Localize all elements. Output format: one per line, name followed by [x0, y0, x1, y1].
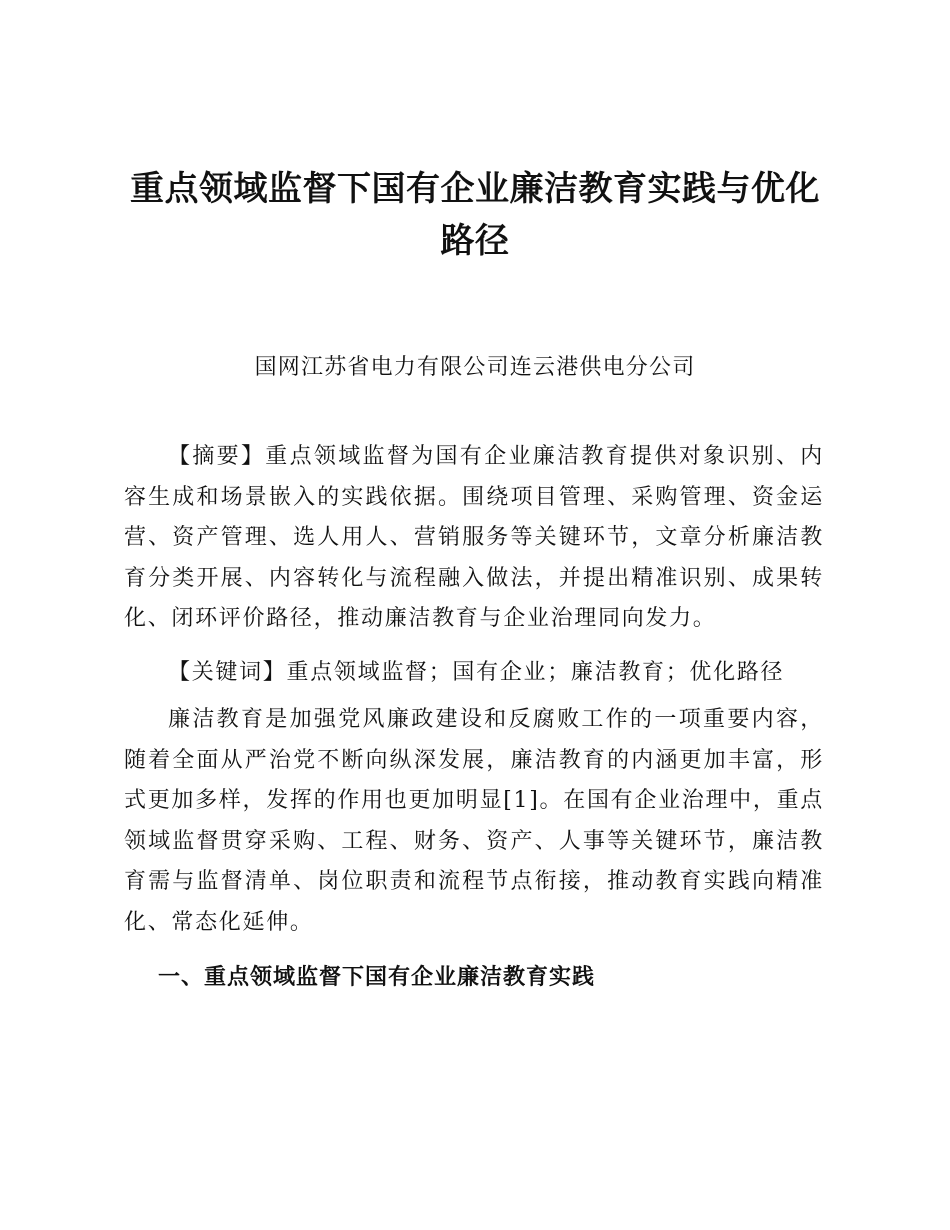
section-heading: 一、重点领域监督下国有企业廉洁教育实践	[158, 965, 596, 990]
abstract-text: 重点领域监督为国有企业廉洁教育提供对象识别、内容生成和场景嵌入的实践依据。围绕项目管理、采购管理、资金运营、资产管理、选人用人、营销服务等关键环节，文章分析廉洁教育分类开展、内容转化与流程融入做法，并提出精准识别、成果转化、闭环评价路径，推动廉洁教育与企业治理同向发力。	[124, 444, 824, 631]
keywords-paragraph	[124, 653, 824, 694]
intro-paragraph: 廉洁教育是加强党风廉政建设和反腐败工作的一项重要内容，随着全面从严治党不断向纵深发展，廉洁教育的内涵更加丰富，形式更加多样，发挥的作用也更加明显[1]。在国有企业治理中，重点领域监督贯穿采购、工程、财务、资产、人事等关键环节，廉洁教育需与监督清单、岗位职责和流程节点衔接，推动教育实践向精准化、常态化延伸。	[124, 707, 824, 935]
abstract-label: 【摘要】	[168, 444, 266, 469]
keywords-label: 【关键词】	[168, 660, 287, 685]
title-line-2: 路径	[440, 221, 510, 261]
title-line-1: 重点领域监督下国有企业廉洁教育实践与优化	[130, 169, 820, 209]
keywords-text: 重点领域监督；国有企业；廉洁教育；优化路径	[286, 660, 785, 685]
abstract-paragraph	[124, 437, 824, 640]
document-title	[110, 163, 840, 267]
author-affiliation: 国网江苏省电力有限公司连云港供电分公司	[254, 355, 696, 380]
